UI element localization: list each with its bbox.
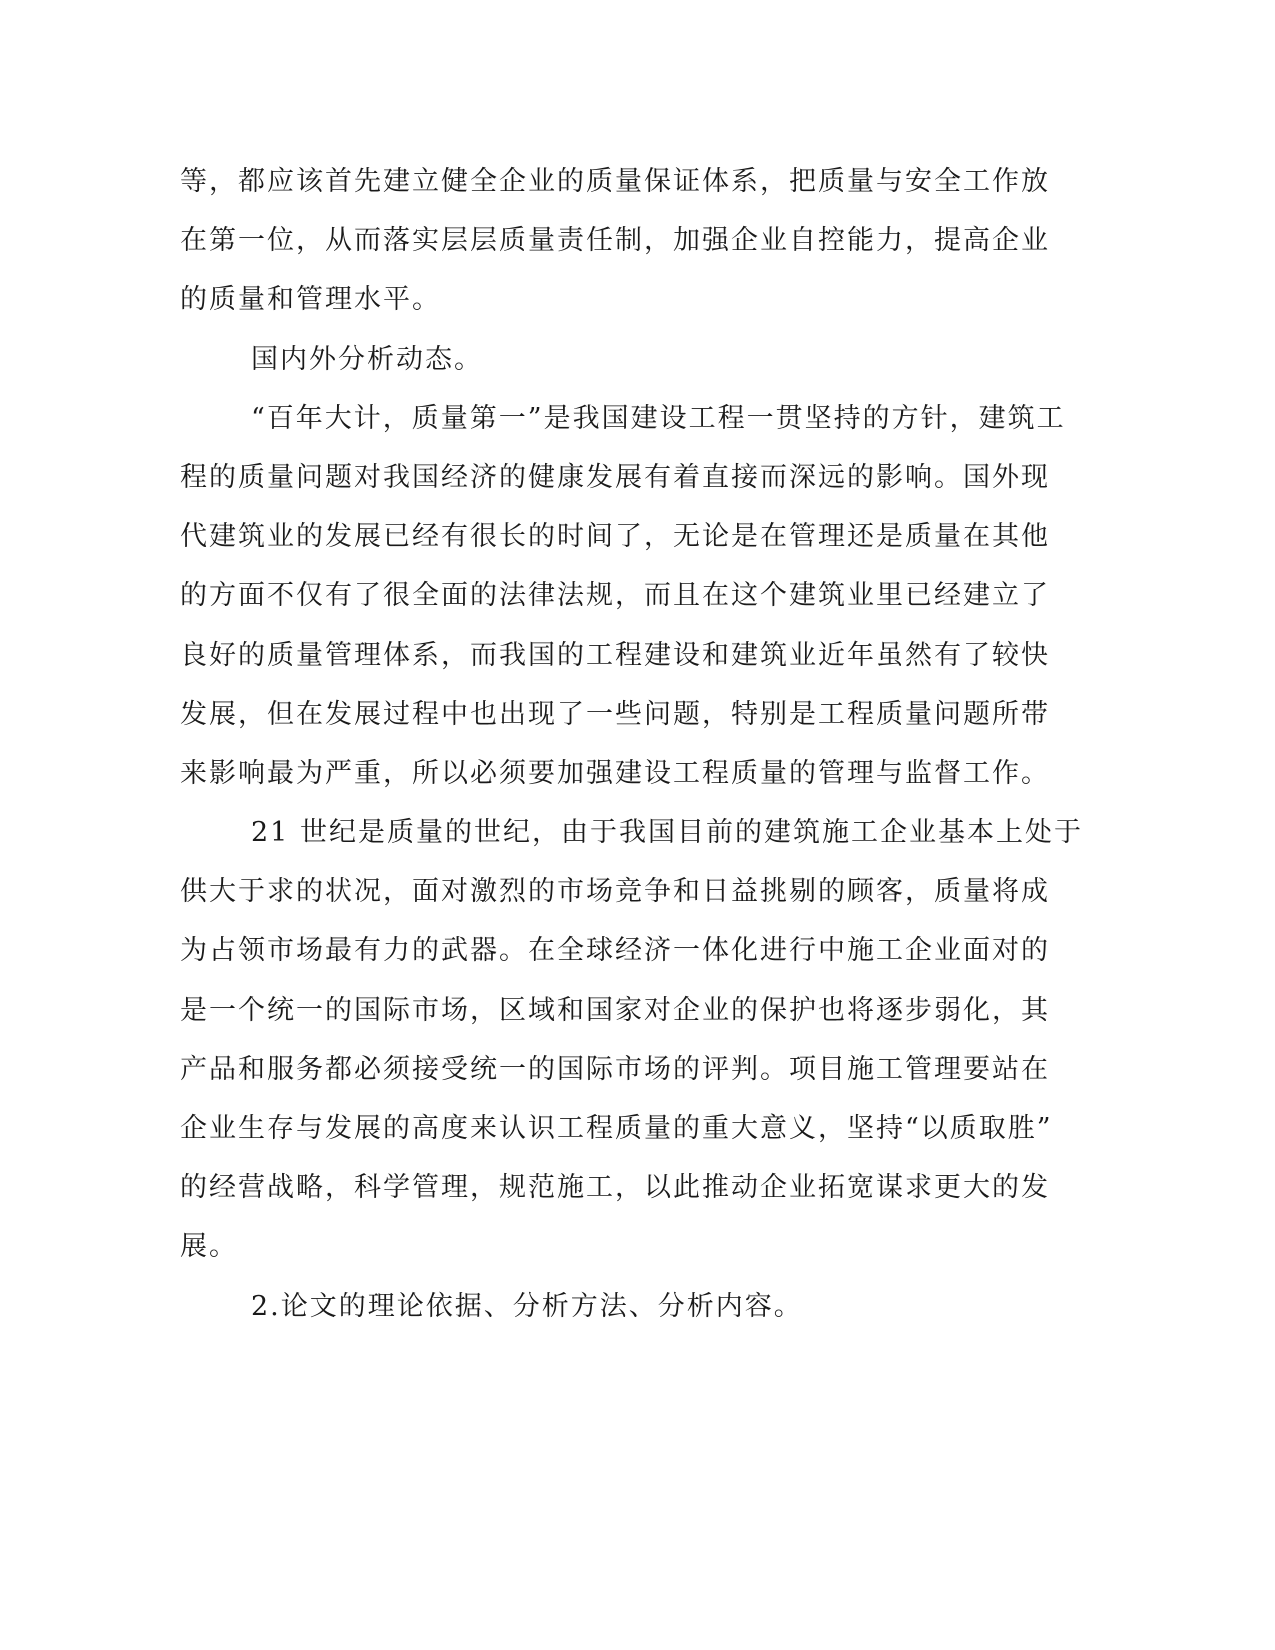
text-line: 产品和服务都必须接受统一的国际市场的评判。项目施工管理要站在: [180, 1053, 1050, 1085]
text-line: 代建筑业的发展已经有很长的时间了，无论是在管理还是质量在其他: [180, 521, 1050, 553]
text-line: 国内外分析动态。: [251, 343, 483, 375]
text-line: 2.论文的理论依据、分析方法、分析内容。: [251, 1290, 803, 1322]
text-line: 展。: [180, 1231, 238, 1263]
document-body: [180, 152, 1083, 1336]
text-line: 的经营战略，科学管理，规范施工，以此推动企业拓宽谋求更大的发: [180, 1172, 1050, 1204]
text-line: 是一个统一的国际市场，区域和国家对企业的保护也将逐步弱化，其: [180, 994, 1050, 1026]
text-line: 在第一位，从而落实层层质量责任制，加强企业自控能力，提高企业: [180, 225, 1050, 257]
text-line: 21 世纪是质量的世纪，由于我国目前的建筑施工企业基本上处于: [251, 817, 1083, 849]
text-line: 程的质量问题对我国经济的健康发展有着直接而深远的影响。国外现: [180, 461, 1050, 493]
text-line: 来影响最为严重，所以必须要加强建设工程质量的管理与监督工作。: [180, 757, 1050, 789]
text-line: 发展，但在发展过程中也出现了一些问题，特别是工程质量问题所带: [180, 698, 1050, 730]
text-line: “百年大计，质量第一”是我国建设工程一贯坚持的方针，建筑工: [251, 402, 1066, 434]
text-line: 为占领市场最有力的武器。在全球经济一体化进行中施工企业面对的: [180, 935, 1050, 967]
text-line: 的质量和管理水平。: [180, 284, 441, 316]
section-heading: [180, 1277, 1080, 1336]
text-line: 企业生存与发展的高度来认识工程质量的重大意义，坚持“以质取胜”: [180, 1113, 1053, 1144]
text-line: 的方面不仅有了很全面的法律法规，而且在这个建筑业里已经建立了: [180, 580, 1050, 612]
paragraph: [180, 389, 1080, 803]
paragraph: [180, 152, 1080, 330]
section-heading: [180, 330, 1080, 389]
text-line: 良好的质量管理体系，而我国的工程建设和建筑业近年虽然有了较快: [180, 639, 1050, 671]
text-line: 等，都应该首先建立健全企业的质量保证体系，把质量与安全工作放: [180, 166, 1050, 197]
paragraph: [180, 803, 1083, 1277]
text-line: 供大于求的状况，面对激烈的市场竞争和日益挑剔的顾客，质量将成: [180, 876, 1050, 908]
